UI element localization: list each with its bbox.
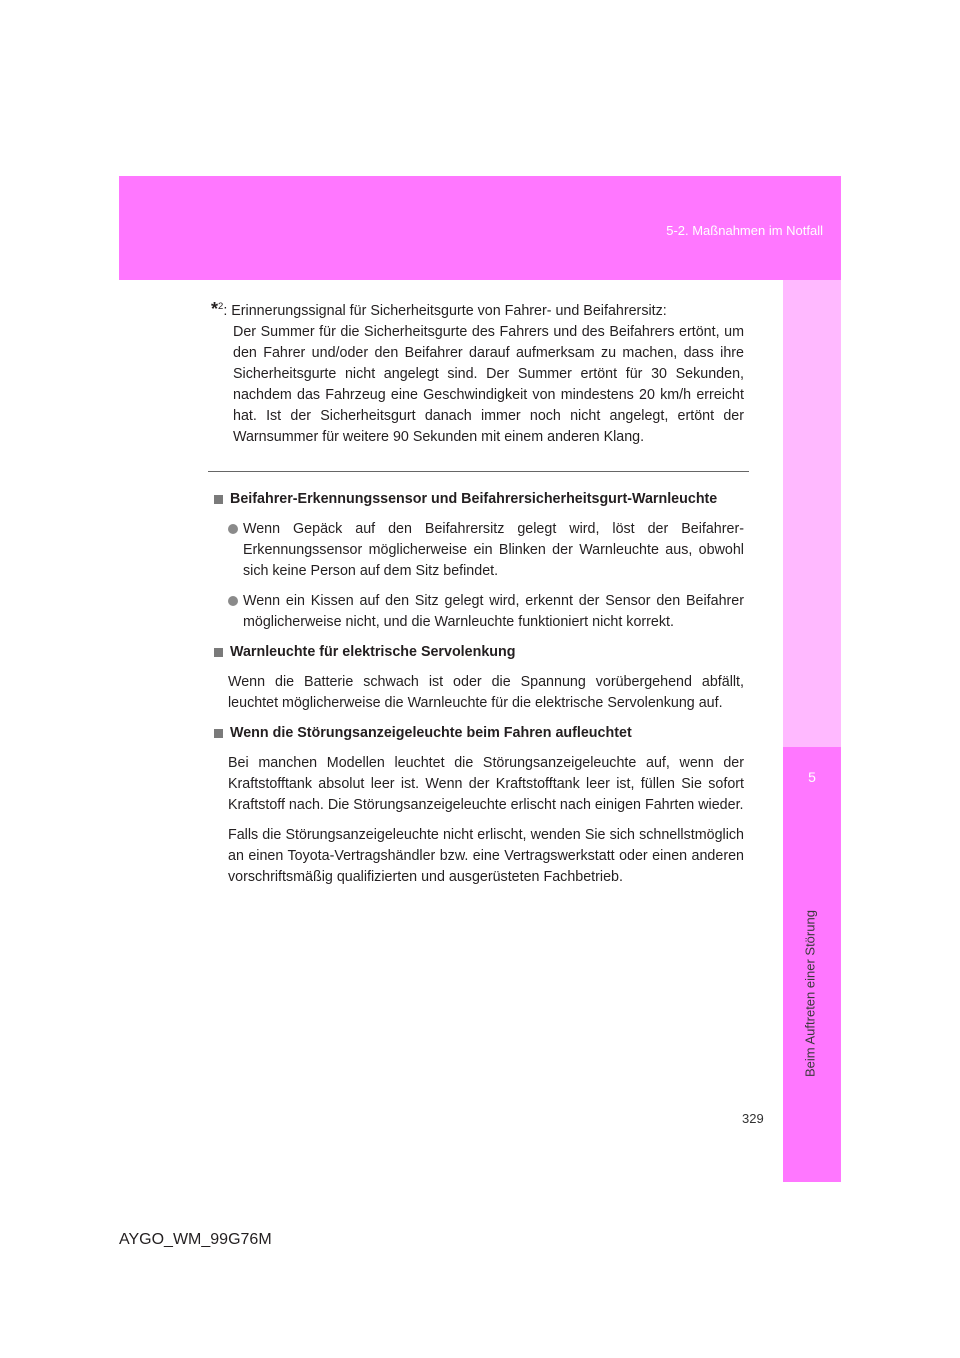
square-bullet-icon bbox=[214, 729, 223, 738]
chapter-tab[interactable] bbox=[783, 747, 841, 1182]
circle-bullet-icon bbox=[228, 596, 238, 606]
paragraph: Falls die Störungsanzeigeleuchte nicht erlischt, wenden Sie sich schnellstmöglich an einen Toyota-Vertragshändler bzw. eine Vertragswerkstatt oder einen anderen vorschriftsmäßig qualifizierten und ausgerüsteten Fachbetrieb. bbox=[228, 827, 744, 885]
section-heading-text: Beifahrer-Erkennungssensor und Beifahrersicherheitsgurt-Warnleuchte bbox=[230, 491, 718, 507]
list-item bbox=[228, 519, 744, 582]
list-item bbox=[228, 591, 744, 633]
section-heading bbox=[212, 723, 744, 744]
footnote-heading bbox=[211, 296, 744, 322]
square-bullet-icon bbox=[214, 648, 223, 657]
chapter-number: 5 bbox=[808, 769, 816, 785]
section-heading-text: Warnleuchte für elektrische Servolenkung bbox=[230, 644, 516, 660]
square-bullet-icon bbox=[214, 495, 223, 504]
paragraph: Wenn die Batterie schwach ist oder die Spannung vorübergehend abfällt, leuchtet möglicherweise die Warnleuchte für die elektrische Servolenkung auf. bbox=[228, 674, 744, 711]
list-item-text: Wenn Gepäck auf den Beifahrersitz gelegt wird, löst der Beifahrer-Erkennungssensor möglicherweise ein Blinken der Warnleuchte aus, obwohl sich keine Person auf dem Sitz befindet. bbox=[243, 521, 744, 579]
section-heading-text: Wenn die Störungsanzeigeleuchte beim Fahren aufleuchtet bbox=[230, 725, 632, 741]
divider bbox=[208, 471, 749, 472]
paragraph: Bei manchen Modellen leuchtet die Störungsanzeigeleuchte auf, wenn der Kraftstofftank absolut leer ist. Wenn der Kraftstofftank leer ist, füllen Sie sofort Kraftstoff nach. Die Störungsanzeigeleuchte erlischt nach einigen Fahrten wieder. bbox=[228, 755, 744, 813]
list-item-text: Wenn ein Kissen auf den Sitz gelegt wird, erkennt der Sensor den Beifahrer möglicherweise nicht, und die Warnleuchte funktioniert nicht korrekt. bbox=[243, 593, 744, 630]
footnote bbox=[211, 296, 744, 448]
main-content bbox=[212, 489, 744, 897]
header-band bbox=[119, 176, 841, 280]
section-title: 5-2. Maßnahmen im Notfall bbox=[666, 223, 823, 238]
footnote-marker: * bbox=[211, 299, 219, 319]
footnote-body: Der Summer für die Sicherheitsgurte des Fahrers und des Beifahrers ertönt, um den Fahrer und/oder den Beifahrer darauf aufmerksam zu machen, dass ihre Sicherheitsgurte nicht angelegt sind. Der Summer ertönt für 30 Sekunden, nachdem das Fahrzeug eine Geschwindigkeit von mindestens 20 km/h erreicht hat. Ist der Sicherheitsgurt danach immer noch nicht angelegt, ertönt der Warnsummer für weitere 90 Sekunden mit einem anderen Klang. bbox=[233, 324, 744, 445]
page-number: 329 bbox=[742, 1111, 764, 1126]
circle-bullet-icon bbox=[228, 524, 238, 534]
footnote-number: 2 bbox=[218, 301, 224, 312]
section-heading bbox=[212, 642, 744, 663]
document-code: AYGO_WM_99G76M bbox=[119, 1231, 272, 1248]
section-heading bbox=[212, 489, 744, 510]
footnote-lead: : Erinnerungssignal für Sicherheitsgurte von Fahrer- und Beifahrersitz: bbox=[223, 303, 667, 319]
chapter-title: Beim Auftreten einer Störung bbox=[802, 910, 818, 1077]
